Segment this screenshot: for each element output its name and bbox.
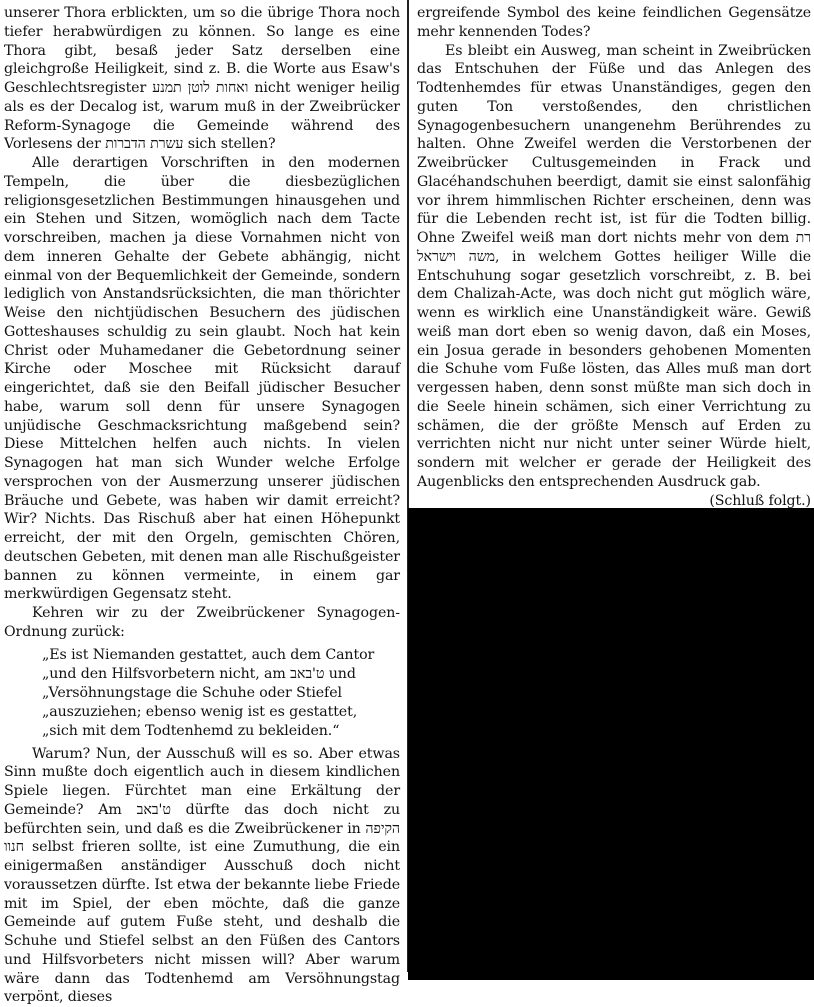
quote-line: „auszuziehen; ebenso wenig ist es gestattet,	[42, 703, 400, 722]
left-column	[4, 4, 400, 1007]
right-column	[417, 4, 811, 510]
synagogue-order-quote	[42, 646, 400, 741]
continuation-note: (Schluß folgt.)	[681, 492, 811, 511]
right-paragraph-2-text: Es bleibt ein Ausweg, man scheint in Zweibrücken das Entschuhen der Füße und das Anlegen des Todtenhemdes für etwas Unanständiges, gegen den guten Ton verstoßendes, den christlichen Synagogenbesuchern unangenehm Berührendes zu halten. Ohne Zweifel werden die Verstorbenen der Zweibrücker Cultusgemeinden in Frack und Glacéhandschuhen beerdigt, damit sie einst salonfähig vor ihrem himmlischen Richter erscheinen, denn was für die Lebenden recht ist, ist für die Todten billig. Ohne Zweifel weiß man dort nichts mehr von dem רת משה וישראל, in welchem Gottes heiliger Wille die Entschuhung sogar gesetzlich vorschreibt, z. B. bei dem Chalizah-Acte, was doch nicht gut möglich wäre, wenn es wirklich eine Unanständigkeit wäre. Gewiß weiß man dort eben so wenig davon, daß ein Moses, ein Josua gerade in besonders gehobenen Momenten die Schuhe vom Fuße lösten, das Alles muß man dort vergessen haben, denn sonst müßte man sich doch in die Seele hinein schämen, sich einer Verrichtung zu schämen, die der größte Mensch auf Erden zu verrichten nicht nur nicht unter seiner Würde hielt, sondern mit welcher er gerade der Heiligkeit des Augenblicks den entsprechenden Ausdruck gab.	[417, 43, 811, 490]
redaction-block	[408, 508, 814, 980]
right-paragraph-2	[417, 42, 811, 492]
left-paragraph-1: unserer Thora erblickten, um so die übrige Thora noch tiefer herabwürdigen zu können. So lange es eine Thora gibt, besaß jeder Satz derselben eine gleichgroße Heiligkeit, sind z. B. die Worte aus Esaw's Geschlechtsregister ואחות לוטן תמנע nicht weniger heilig als es der Decalog ist, warum muß in der Zweibrücker Reform-Synagoge die Gemeinde während des Vorlesens der עשרת הדברות sich stellen?	[4, 4, 400, 154]
left-paragraph-2: Alle derartigen Vorschriften in den modernen Tempeln, die über die diesbezüglichen religionsgesetzlichen Bestimmungen hinausgehen und ein Stehen und Sitzen, womöglich nach dem Tacte vorschreiben, machen ja diese Vornahmen nicht von dem inneren Gehalte der Gebete abhängig, nicht einmal von der Bequemlichkeit der Gemeinde, sondern lediglich von Anstandsrücksichten, die man thörichter Weise den nichtjüdischen Besuchern des jüdischen Gotteshauses schuldig zu sein glaubt. Noch hat kein Christ oder Muhamedaner die Gebetordnung seiner Kirche oder Moschee mit Rücksicht darauf eingerichtet, daß sie den Beifall jüdischer Besucher habe, warum soll denn für unsere Synagogen unjüdische Geschmacksrichtung maßgebend sein? Diese Mittelchen helfen auch nichts. In vielen Synagogen hat man sich Wunder welche Erfolge versprochen von der Ausmerzung unserer jüdischen Bräuche und Gebete, was haben wir damit erreicht? Wir? Nichts. Das Rischuß aber hat einen Höhepunkt erreicht, der mit den Orgeln, gemischten Chören, deutschen Gebeten, mit denen man alle Rischußgeister bannen zu können vermeinte, in einem gar merkwürdigen Gegensatz steht.	[4, 154, 400, 604]
right-paragraph-1: ergreifende Symbol des keine feindlichen Gegensätze mehr kennenden Todes?	[417, 4, 811, 42]
left-paragraph-3: Kehren wir zu der Zweibrückener Synagogen-Ordnung zurück:	[4, 604, 400, 642]
quote-line: „Es ist Niemanden gestattet, auch dem Cantor	[42, 646, 400, 665]
quote-line: „sich mit dem Todtenhemd zu bekleiden.“	[42, 722, 400, 741]
quote-line: „und den Hilfsvorbetern nicht, am ט'באב und	[42, 665, 400, 684]
left-paragraph-4: Warum? Nun, der Ausschuß will es so. Aber etwas Sinn mußte doch eigentlich auch in diesem kindlichen Spiele liegen. Fürchtet man eine Erkältung der Gemeinde? Am ט'באב dürfte das doch nicht zu befürchten sein, und daß es die Zweibrückener in הקיפה חנוו selbst frieren sollte, ist eine Zumuthung, die ein einigermaßen anständiger Ausschuß doch nicht voraussetzen dürfte. Ist etwa der bekannte liebe Friede mit im Spiel, der eben möchte, daß die ganze Gemeinde auf gutem Fuße steht, und deshalb die Schuhe und Stiefel selbst an den Füßen des Cantors und Hilfsvorbeters nicht missen will? Aber warum wäre dann das Todtenhemd am Versöhnungstag verpönt, dieses	[4, 745, 400, 1007]
quote-line: „Versöhnungstage die Schuhe oder Stiefel	[42, 684, 400, 703]
